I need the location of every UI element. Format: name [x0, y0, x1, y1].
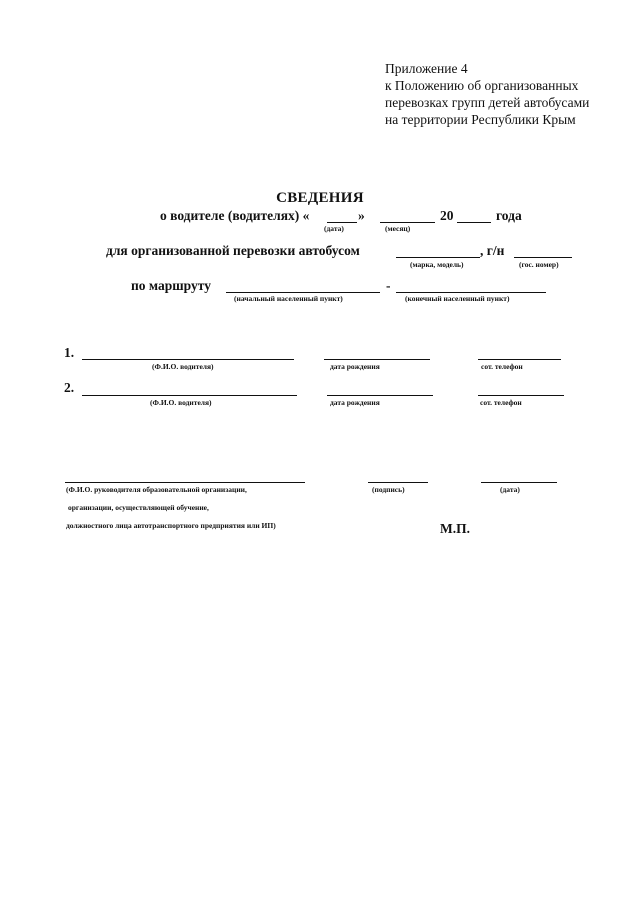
caption-sign-date: (дата): [500, 485, 520, 494]
driver-1-caption-name: (Ф.И.О. водителя): [152, 362, 214, 371]
plate-field[interactable]: [514, 257, 572, 258]
annex-line-2: к Положению об организованных: [385, 78, 579, 93]
annex-line-4: на территории Республики Крым: [385, 112, 576, 127]
date-field[interactable]: [327, 222, 357, 223]
driver-1-name-field[interactable]: [82, 359, 294, 360]
caption-sign: (подпись): [372, 485, 405, 494]
caption-route-start: (начальный населенный пункт): [234, 294, 343, 303]
driver-1-caption-birth: дата рождения: [330, 362, 380, 371]
bus-line-prefix: для организованной перевозки автобусом: [106, 243, 360, 258]
annex-header: [385, 60, 589, 128]
annex-line-1: Приложение 4: [385, 61, 468, 76]
driver-2-phone-field[interactable]: [478, 395, 564, 396]
sign-date-field[interactable]: [481, 482, 557, 483]
route-end-field[interactable]: [396, 292, 546, 293]
month-field[interactable]: [380, 222, 435, 223]
stamp-place: М.П.: [440, 521, 470, 536]
sign-field[interactable]: [368, 482, 428, 483]
caption-date: (дата): [324, 224, 344, 233]
route-start-field[interactable]: [226, 292, 380, 293]
document-title: СВЕДЕНИЯ: [276, 190, 364, 206]
caption-month: (месяц): [385, 224, 411, 233]
plate-prefix: , г/н: [480, 243, 505, 258]
driver-2-caption-phone: сот. телефон: [480, 398, 522, 407]
driver-2-birth-field[interactable]: [327, 395, 433, 396]
route-prefix: по маршруту: [131, 278, 211, 293]
caption-head-3: должностного лица автотранспортного предприятия или ИП): [66, 521, 276, 530]
driver-2-name-field[interactable]: [82, 395, 297, 396]
driver-1-phone-field[interactable]: [478, 359, 561, 360]
route-dash: -: [386, 278, 391, 293]
annex-line-3: перевозках групп детей автобусами: [385, 95, 590, 110]
driver-line-prefix: о водителе (водителях) «: [160, 208, 310, 223]
caption-head-2: организации, осуществляющей обучение,: [68, 503, 209, 512]
year-suffix: года: [496, 208, 522, 223]
driver-1-birth-field[interactable]: [324, 359, 430, 360]
bus-model-field[interactable]: [396, 257, 480, 258]
driver-1-number: 1.: [64, 345, 75, 360]
caption-plate: (гос. номер): [519, 260, 559, 269]
driver-2-number: 2.: [64, 380, 75, 395]
driver-2-caption-name: (Ф.И.О. водителя): [150, 398, 212, 407]
head-name-field[interactable]: [65, 482, 305, 483]
caption-head-1: (Ф.И.О. руководителя образовательной организации,: [66, 485, 247, 494]
year-field[interactable]: [457, 222, 491, 223]
caption-model: (марка, модель): [410, 260, 464, 269]
driver-line-close-quote: »: [358, 208, 365, 223]
year-prefix: 20: [440, 208, 454, 223]
caption-route-end: (конечный населенный пункт): [405, 294, 510, 303]
driver-1-caption-phone: сот. телефон: [481, 362, 523, 371]
driver-2-caption-birth: дата рождения: [330, 398, 380, 407]
